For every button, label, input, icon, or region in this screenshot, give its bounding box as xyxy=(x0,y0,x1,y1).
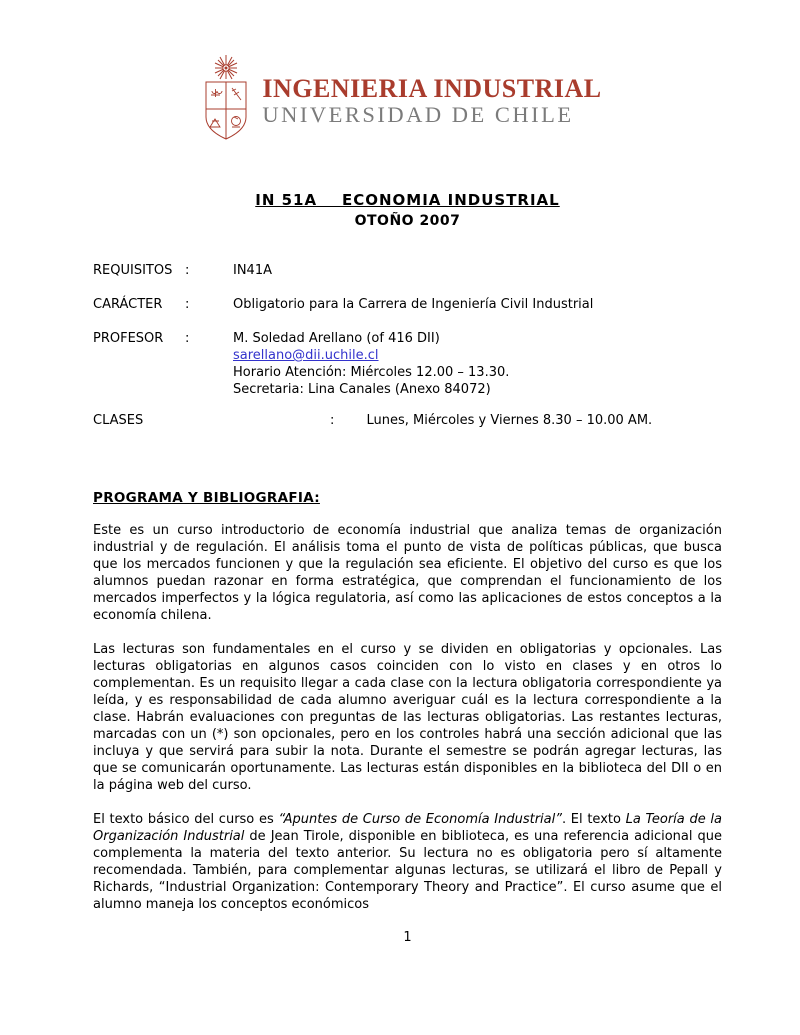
textos-book-title-apuntes: “Apuntes de Curso de Economía Industrial” xyxy=(278,812,562,827)
profesor-label: PROFESOR xyxy=(93,331,164,346)
clases-value: Lunes, Miércoles y Viernes 8.30 – 10.00 AM. xyxy=(366,413,653,428)
title-block xyxy=(93,191,722,229)
paragraph-textos xyxy=(93,811,722,913)
textos-seg1: El texto básico del curso es xyxy=(93,812,279,827)
textos-seg3: . El texto xyxy=(561,812,626,827)
profesor-secretaria: Secretaria: Lina Canales (Anexo 84072) xyxy=(233,382,491,397)
logo-department-name: INGENIERIA INDUSTRIAL xyxy=(262,74,602,103)
profesor-colon: : xyxy=(185,331,190,346)
info-row-clases xyxy=(93,412,722,429)
university-crest-icon xyxy=(199,55,253,147)
info-row-profesor xyxy=(93,330,722,398)
course-info xyxy=(93,262,722,429)
requisitos-value: IN41A xyxy=(233,263,272,278)
textos-seg5: de Jean Tirole, disponible en biblioteca, es una referencia adicional que complementa la materia del texto anterior. Su lectura no es obligatoria pero sí altamente recomendada. También, para complementar algunas lecturas, se utilizará el libro de Pepall y Richards, “Industrial Organization: Contemporary Theory and Practice”. El curso asume que el alumno maneja los conceptos económicos xyxy=(93,829,722,912)
page-number: 1 xyxy=(403,930,412,945)
course-term: OTOÑO 2007 xyxy=(354,213,461,229)
clases-label: CLASES xyxy=(93,413,144,428)
profesor-email-link[interactable]: sarellano@dii.uchile.cl xyxy=(233,348,379,363)
paragraph-intro: Este es un curso introductorio de economía industrial que analiza temas de organización industrial y de regulación. El análisis toma el punto de vista de políticas públicas, que busca que los mercados funcionen y que la regulación sea eficiente. El objetivo del curso es que los alumnos puedan razonar en forma estratégica, que comprendan el funcionamiento de los mercados imperfectos y la lógica regulatoria, así como las aplicaciones de estos conceptos a la economía chilena. xyxy=(93,523,722,623)
logo-university-name: UNIVERSIDAD DE CHILE xyxy=(262,102,574,127)
info-row-caracter xyxy=(93,296,722,313)
profesor-horario: Horario Atención: Miércoles 12.00 – 13.30. xyxy=(233,365,510,380)
clases-colon: : xyxy=(330,413,335,428)
requisitos-colon: : xyxy=(185,263,190,278)
paragraph-lecturas: Las lecturas son fundamentales en el curso y se dividen en obligatorias y opcionales. Las lecturas obligatorias en algunos casos coinciden con lo visto en clases y en otros lo complementan. Es un requisito llegar a cada clase con la lectura obligatoria correspondiente ya leída, y es responsabilidad de cada alumno averiguar cuál es la lectura correspondiente a la clase. Habrán evaluaciones con preguntas de las lecturas obligatorias. Las restantes lecturas, marcadas con un (*) son opcionales, pero en los controles habrá una sección adicional que las incluya y que servirá para subir la nota. Durante el semestre se podrán agregar lecturas, las que se comunicarán oportunamente. Las lecturas están disponibles en la biblioteca del DII o en la página web del curso. xyxy=(93,642,722,793)
logo-text xyxy=(262,55,601,127)
course-title: IN 51A ECONOMIA INDUSTRIAL xyxy=(255,191,560,209)
profesor-value xyxy=(233,330,722,398)
textos-book-title-tirole: La Teoría de la Organización Industrial xyxy=(93,812,722,844)
requisitos-label: REQUISITOS xyxy=(93,263,173,278)
info-row-requisitos xyxy=(93,262,722,279)
profesor-name: M. Soledad Arellano (of 416 DII) xyxy=(233,331,440,346)
caracter-label: CARÁCTER xyxy=(93,297,163,312)
caracter-colon: : xyxy=(185,297,190,312)
university-logo xyxy=(79,55,722,143)
caracter-value: Obligatorio para la Carrera de Ingeniería Civil Industrial xyxy=(233,297,594,312)
section-heading-programa: PROGRAMA Y BIBLIOGRAFIA: xyxy=(93,490,320,506)
